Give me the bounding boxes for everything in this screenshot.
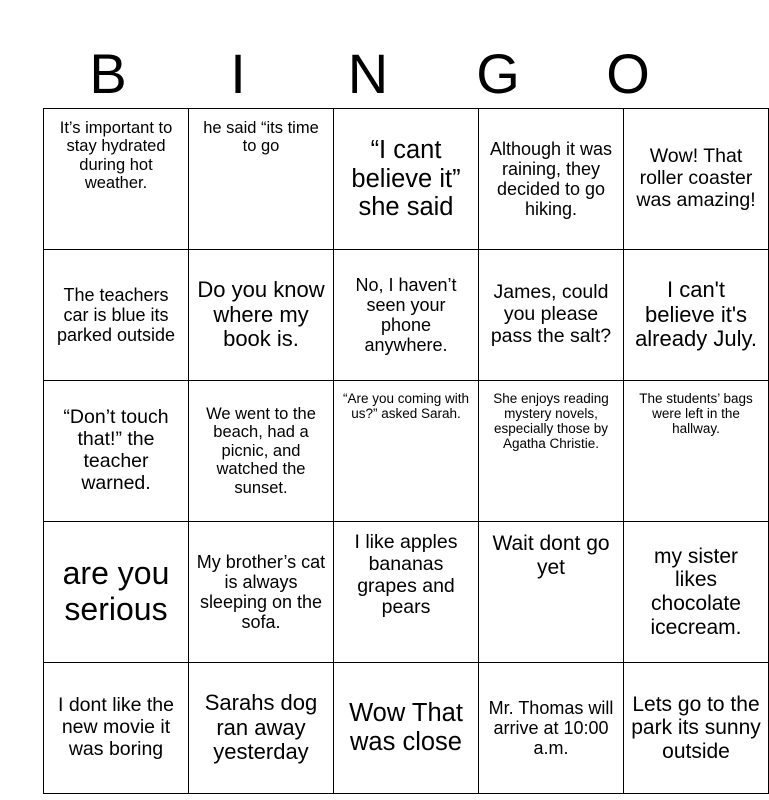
bingo-cell: my sister likes chocolate icecream.	[624, 522, 769, 663]
bingo-cell: Wow That was close	[334, 663, 479, 794]
bingo-cell: he said “its time to go	[189, 109, 334, 250]
bingo-cell: I like apples bananas grapes and pears	[334, 522, 479, 663]
bingo-cell: I dont like the new movie it was boring	[44, 663, 189, 794]
bingo-cell: Lets go to the park its sunny outside	[624, 663, 769, 794]
bingo-cell: Mr. Thomas will arrive at 10:00 a.m.	[479, 663, 624, 794]
bingo-cell: The students’ bags were left in the hallway.	[624, 381, 769, 522]
board-row	[44, 109, 769, 250]
bingo-cell: “I cant believe it” she said	[334, 109, 479, 250]
header-letter-b: B	[89, 42, 127, 105]
header-letter-g: G	[476, 42, 520, 105]
bingo-cell: She enjoys reading mystery novels, especially those by Agatha Christie.	[479, 381, 624, 522]
bingo-cell: “Don’t touch that!” the teacher warned.	[44, 381, 189, 522]
bingo-cell: are you serious	[44, 522, 189, 663]
board-row	[44, 663, 769, 794]
header-letter-i: I	[230, 42, 246, 105]
board-row	[44, 250, 769, 381]
board-row	[44, 522, 769, 663]
bingo-cell: I can't believe it's already July.	[624, 250, 769, 381]
bingo-board	[43, 108, 769, 794]
bingo-cell: My brother’s cat is always sleeping on the sofa.	[189, 522, 334, 663]
bingo-cell: James, could you please pass the salt?	[479, 250, 624, 381]
bingo-header	[43, 40, 693, 108]
bingo-cell: Sarahs dog ran away yesterday	[189, 663, 334, 794]
board-row	[44, 381, 769, 522]
bingo-cell: Although it was raining, they decided to go hiking.	[479, 109, 624, 250]
bingo-cell: We went to the beach, had a picnic, and watched the sunset.	[189, 381, 334, 522]
bingo-cell: No, I haven’t seen your phone anywhere.	[334, 250, 479, 381]
header-letter-n: N	[347, 42, 389, 105]
bingo-cell: Wait dont go yet	[479, 522, 624, 663]
bingo-cell: Wow! That roller coaster was amazing!	[624, 109, 769, 250]
bingo-cell: It’s important to stay hydrated during hot weather.	[44, 109, 189, 250]
bingo-cell: “Are you coming with us?” asked Sarah.	[334, 381, 479, 522]
bingo-cell: Do you know where my book is.	[189, 250, 334, 381]
bingo-cell: The teachers car is blue its parked outside	[44, 250, 189, 381]
header-letter-o: O	[606, 42, 650, 105]
